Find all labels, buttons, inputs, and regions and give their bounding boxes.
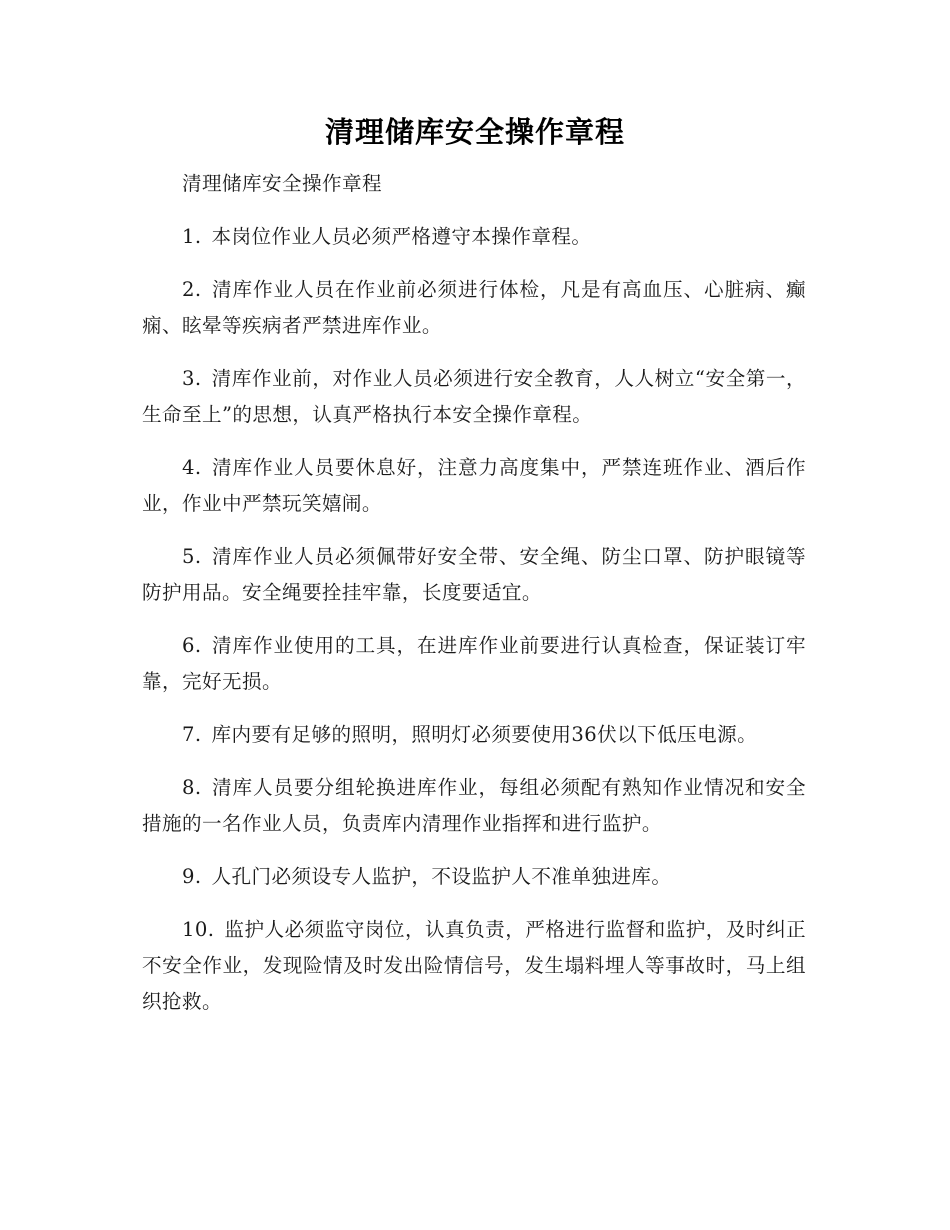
clause-number: 4. [182, 456, 202, 479]
clause-number: 3. [182, 367, 202, 390]
clause-number: 8. [182, 776, 202, 799]
clause-4 [142, 450, 806, 522]
clause-number: 1. [182, 225, 202, 248]
clause-number: 9. [182, 865, 202, 888]
clause-1 [142, 219, 806, 255]
clause-number: 6. [182, 634, 202, 657]
clause-text: 监护人必须监守岗位，认真负责，严格进行监督和监护，及时纠正不安全作业，发现险情及时发出险情信号，发生塌料埋人等事故时，马上组织抢救。 [142, 918, 806, 1013]
clause-9 [142, 859, 806, 895]
clause-number: 5. [182, 545, 202, 568]
clause-7 [142, 717, 806, 753]
clause-number: 10. [182, 918, 215, 941]
clause-text: 清库作业使用的工具，在进库作业前要进行认真检查，保证装订牢靠，完好无损。 [142, 634, 806, 693]
clause-10 [142, 912, 806, 1020]
clause-number: 2. [182, 278, 202, 301]
clause-8 [142, 770, 806, 842]
document-title: 清理储库安全操作章程 [324, 115, 625, 149]
clause-text: 人孔门必须设专人监护，不设监护人不准单独进库。 [211, 865, 672, 888]
clause-2 [142, 272, 806, 344]
clause-number: 7. [182, 723, 202, 746]
clause-text: 清库人员要分组轮换进库作业，每组必须配有熟知作业情况和安全措施的一名作业人员，负责库内清理作业指挥和进行监护。 [142, 776, 806, 835]
clause-text: 清库作业前，对作业人员必须进行安全教育，人人树立“安全第一，生命至上”的思想，认真严格执行本安全操作章程。 [142, 367, 806, 426]
clause-text: 清库作业人员要休息好，注意力高度集中，严禁连班作业、酒后作业，作业中严禁玩笑嬉闹。 [142, 456, 806, 515]
clause-text: 清库作业人员必须佩带好安全带、安全绳、防尘口罩、防护眼镜等防护用品。安全绳要拴挂牢靠，长度要适宜。 [142, 545, 806, 604]
clause-text: 本岗位作业人员必须严格遵守本操作章程。 [211, 225, 592, 248]
clause-text: 清库作业人员在作业前必须进行体检，凡是有高血压、心脏病、癫痫、眩晕等疾病者严禁进库作业。 [142, 278, 806, 337]
clause-text: 库内要有足够的照明，照明灯必须要使用36伏以下低压电源。 [211, 723, 758, 746]
clause-6 [142, 628, 806, 700]
document-body [142, 166, 806, 1037]
clause-5 [142, 539, 806, 611]
document-subtitle: 清理储库安全操作章程 [182, 172, 382, 195]
clause-3 [142, 361, 806, 433]
